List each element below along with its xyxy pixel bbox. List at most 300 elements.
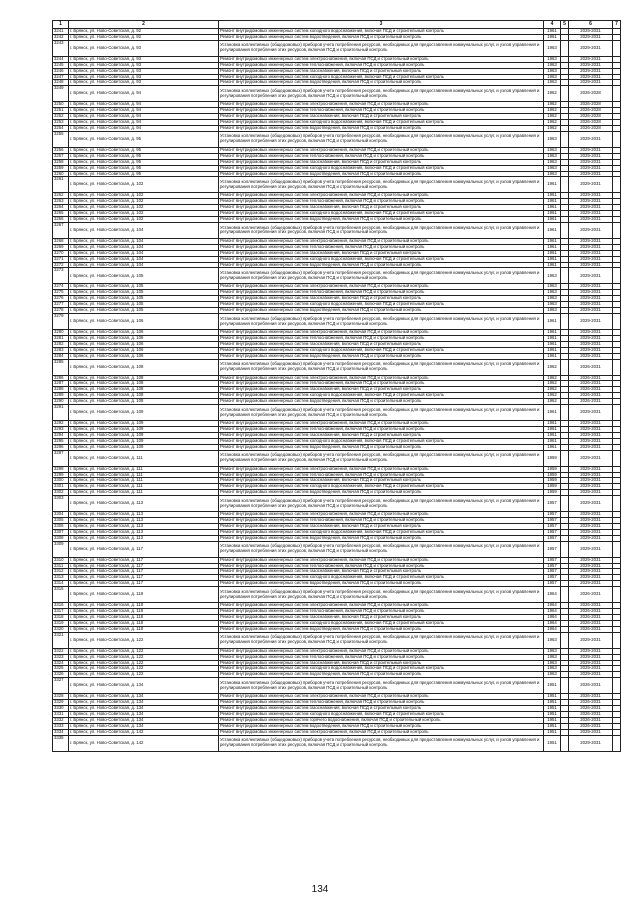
build-year-cell: 1951 <box>544 700 561 706</box>
row-number-cell: 3316 <box>53 603 69 609</box>
empty-cell <box>561 587 569 603</box>
row-number-cell: 3330 <box>53 706 69 712</box>
period-cell: 2029-2031 <box>569 62 613 68</box>
address-cell: г. Брянск, ул. Ново-Советская, д. 108 <box>69 399 219 405</box>
build-year-cell: 1957 <box>544 523 561 529</box>
row-number-cell: 3258 <box>53 159 69 165</box>
build-year-cell: 1963 <box>544 296 561 302</box>
work-type-cell: Ремонт внутридомовых инженерных систем водоотведения, включая ПСД и строительный контроль <box>219 535 544 541</box>
period-cell: 2026-2031 <box>569 620 613 626</box>
column-header: 4 <box>544 21 561 29</box>
work-type-cell: Ремонт внутридомовых инженерных систем холодного водоснабжения, включая ПСД и строительный контроль <box>219 393 544 399</box>
work-type-cell: Ремонт внутридомовых инженерных систем электроснабжения, включая ПСД и строительный контроль <box>219 102 544 108</box>
period-cell: 2029-2031 <box>569 666 613 672</box>
work-type-cell: Ремонт внутридомовых инженерных систем водоотведения, включая ПСД и строительный контроль <box>219 490 544 496</box>
address-cell: г. Брянск, ул. Ново-Советская, д. 111 <box>69 484 219 490</box>
period-cell: 2029-2031 <box>569 131 613 147</box>
address-cell: г. Брянск, ул. Ново-Советская, д. 93 <box>69 56 219 62</box>
row-number-cell: 3252 <box>53 114 69 120</box>
row-number-cell: 3290 <box>53 399 69 405</box>
period-cell: 2029-2031 <box>569 56 613 62</box>
period-cell: 2029-2031 <box>569 432 613 438</box>
work-type-cell: Установка коллективных (общедомовых) приборов учета потребления ресурсов, необходимых для предоставления коммунальных услуг, и узлов управления и регулирования потребления этих ресурсов, включая ПСД и строительный контроль <box>219 678 544 694</box>
address-cell: г. Брянск, ул. Ново-Советская, д. 93 <box>69 62 219 68</box>
period-cell: 2029-2031 <box>569 171 613 177</box>
build-year-cell: 1962 <box>544 125 561 131</box>
row-number-cell: 3241 <box>53 29 69 35</box>
build-year-cell: 1961 <box>544 426 561 432</box>
period-cell: 2029-2031 <box>569 353 613 359</box>
build-year-cell: 1962 <box>544 86 561 102</box>
work-type-cell: Ремонт внутридомовых инженерных систем холодного водоснабжения, включая ПСД и строительный контроль <box>219 620 544 626</box>
work-type-cell: Ремонт внутридомовых инженерных систем электроснабжения, включая ПСД и строительный контроль <box>219 648 544 654</box>
work-type-cell: Ремонт внутридомовых инженерных систем электроснабжения, включая ПСД и строительный контроль <box>219 330 544 336</box>
row-number-cell: 3248 <box>53 80 69 86</box>
period-cell: 2029-2031 <box>569 211 613 217</box>
build-year-cell: 1963 <box>544 648 561 654</box>
table-row <box>53 678 621 694</box>
period-cell: 2029-2031 <box>569 405 613 421</box>
row-number-cell: 3328 <box>53 694 69 700</box>
work-type-cell: Установка коллективных (общедомовых) приборов учета потребления ресурсов, необходимых для предоставления коммунальных услуг, и узлов управления и регулирования потребления этих ресурсов, включая ПСД и строительный контроль <box>219 314 544 330</box>
work-type-cell: Ремонт внутридомовых инженерных систем электроснабжения, включая ПСД и строительный контроль <box>219 284 544 290</box>
work-type-cell: Ремонт внутридомовых инженерных систем электроснабжения, включая ПСД и строительный контроль <box>219 147 544 153</box>
work-type-cell: Ремонт внутридомовых инженерных систем водоотведения, включая ПСД и строительный контроль <box>219 626 544 632</box>
build-year-cell: 1961 <box>544 238 561 244</box>
empty-cell <box>561 314 569 330</box>
work-type-cell: Ремонт внутридомовых инженерных систем холодного водоснабжения, включая ПСД и строительный контроль <box>219 211 544 217</box>
address-cell: г. Брянск, ул. Ново-Советская, д. 106 <box>69 330 219 336</box>
work-type-cell: Ремонт внутридомовых инженерных систем водоотведения, включая ПСД и строительный контроль <box>219 399 544 405</box>
row-number-cell: 3313 <box>53 575 69 581</box>
column-header: 1 <box>53 21 69 29</box>
row-number-cell: 3254 <box>53 125 69 131</box>
build-year-cell: 1963 <box>544 40 561 56</box>
period-cell: 2029-2031 <box>569 450 613 466</box>
period-cell: 2026-2031 <box>569 700 613 706</box>
build-year-cell: 1963 <box>544 62 561 68</box>
build-year-cell: 1961 <box>544 222 561 238</box>
work-type-cell: Ремонт внутридомовых инженерных систем теплоснабжения, включая ПСД и строительный контроль <box>219 62 544 68</box>
row-number-cell: 3333 <box>53 723 69 729</box>
row-number-cell: 3259 <box>53 165 69 171</box>
address-cell: г. Брянск, ул. Ново-Советская, д. 93 <box>69 74 219 80</box>
address-cell: г. Брянск, ул. Ново-Советская, д. 122 <box>69 648 219 654</box>
address-cell: г. Брянск, ул. Ново-Советская, д. 117 <box>69 569 219 575</box>
work-type-cell: Ремонт внутридомовых инженерных систем теплоснабжения, включая ПСД и строительный контроль <box>219 244 544 250</box>
row-number-cell: 3266 <box>53 217 69 223</box>
period-cell: 2029-2031 <box>569 74 613 80</box>
address-cell: г. Брянск, ул. Ново-Советская, д. 118 <box>69 587 219 603</box>
build-year-cell: 1957 <box>544 512 561 518</box>
work-type-cell: Установка коллективных (общедомовых) приборов учета потребления ресурсов, необходимых для предоставления коммунальных услуг, и узлов управления и регулирования потребления этих ресурсов, включая ПСД и строительный контроль <box>219 735 544 751</box>
capital-repair-table <box>52 20 621 752</box>
work-type-cell: Ремонт внутридомовых инженерных систем теплоснабжения, включая ПСД и строительный контроль <box>219 700 544 706</box>
build-year-cell: 1964 <box>544 620 561 626</box>
work-type-cell: Установка коллективных (общедомовых) приборов учета потребления ресурсов, необходимых для предоставления коммунальных услуг, и узлов управления и регулирования потребления этих ресурсов, включая ПСД и строительный контроль <box>219 405 544 421</box>
build-year-cell: 1961 <box>544 205 561 211</box>
address-cell: г. Брянск, ул. Ново-Советская, д. 109 <box>69 432 219 438</box>
column-header: 6 <box>569 21 613 29</box>
build-year-cell: 1961 <box>544 405 561 421</box>
address-cell: г. Брянск, ул. Ново-Советская, д. 118 <box>69 603 219 609</box>
row-number-cell: 3307 <box>53 529 69 535</box>
empty-cell <box>561 268 569 284</box>
period-cell: 2026-2028 <box>569 120 613 126</box>
work-type-cell: Ремонт внутридомовых инженерных систем водоотведения, включая ПСД и строительный контроль <box>219 353 544 359</box>
period-cell: 2026-2031 <box>569 615 613 621</box>
row-number-cell: 3309 <box>53 541 69 557</box>
empty-cell <box>561 222 569 238</box>
empty-cell <box>613 735 621 751</box>
period-cell: 2029-2031 <box>569 177 613 193</box>
period-cell: 2029-2031 <box>569 205 613 211</box>
row-number-cell: 3276 <box>53 296 69 302</box>
period-cell: 2026-2031 <box>569 387 613 393</box>
address-cell: г. Брянск, ул. Ново-Советская, д. 118 <box>69 609 219 615</box>
address-cell: г. Брянск, ул. Ново-Советская, д. 92 <box>69 34 219 40</box>
period-cell: 2029-2031 <box>569 512 613 518</box>
build-year-cell: 1961 <box>544 347 561 353</box>
table-row <box>53 735 621 751</box>
work-type-cell: Установка коллективных (общедомовых) приборов учета потребления ресурсов, необходимых для предоставления коммунальных услуг, и узлов управления и регулирования потребления этих ресурсов, включая ПСД и строительный контроль <box>219 541 544 557</box>
row-number-cell: 3280 <box>53 330 69 336</box>
work-type-cell: Ремонт внутридомовых инженерных систем теплоснабжения, включая ПСД и строительный контроль <box>219 199 544 205</box>
address-cell: г. Брянск, ул. Ново-Советская, д. 93 <box>69 80 219 86</box>
empty-cell <box>561 405 569 421</box>
build-year-cell: 1963 <box>544 147 561 153</box>
build-year-cell: 1959 <box>544 478 561 484</box>
address-cell: г. Брянск, ул. Ново-Советская, д. 105 <box>69 302 219 308</box>
period-cell: 2029-2031 <box>569 660 613 666</box>
address-cell: г. Брянск, ул. Ново-Советская, д. 111 <box>69 490 219 496</box>
work-type-cell: Установка коллективных (общедомовых) приборов учета потребления ресурсов, необходимых для предоставления коммунальных услуг, и узлов управления и регулирования потребления этих ресурсов, включая ПСД и строительный контроль <box>219 222 544 238</box>
work-type-cell: Ремонт внутридомовых инженерных систем теплоснабжения, включая ПСД и строительный контроль <box>219 153 544 159</box>
address-cell: г. Брянск, ул. Ново-Советская, д. 102 <box>69 177 219 193</box>
address-cell: г. Брянск, ул. Ново-Советская, д. 117 <box>69 557 219 563</box>
row-number-cell: 3301 <box>53 484 69 490</box>
address-cell: г. Брянск, ул. Ново-Советская, д. 122 <box>69 632 219 648</box>
period-cell: 2029-2031 <box>569 314 613 330</box>
row-number-cell: 3319 <box>53 620 69 626</box>
address-cell: г. Брянск, ул. Ново-Советская, д. 92 <box>69 29 219 35</box>
build-year-cell: 1963 <box>544 666 561 672</box>
work-type-cell: Ремонт внутридомовых инженерных систем холодного водоснабжения, включая ПСД и строительный контроль <box>219 711 544 717</box>
work-type-cell: Установка коллективных (общедомовых) приборов учета потребления ресурсов, необходимых для предоставления коммунальных услуг, и узлов управления и регулирования потребления этих ресурсов, включая ПСД и строительный контроль <box>219 632 544 648</box>
work-type-cell: Установка коллективных (общедомовых) приборов учета потребления ресурсов, необходимых для предоставления коммунальных услуг, и узлов управления и регулирования потребления этих ресурсов, включая ПСД и строительный контроль <box>219 131 544 147</box>
period-cell: 2029-2031 <box>569 472 613 478</box>
work-type-cell: Ремонт внутридомовых инженерных систем газоснабжения, включая ПСД и строительный контроль <box>219 660 544 666</box>
build-year-cell: 1957 <box>544 496 561 512</box>
row-number-cell: 3250 <box>53 102 69 108</box>
row-number-cell: 3249 <box>53 86 69 102</box>
work-type-cell: Ремонт внутридомовых инженерных систем холодного водоснабжения, включая ПСД и строительный контроль <box>219 165 544 171</box>
row-number-cell: 3332 <box>53 717 69 723</box>
row-number-cell: 3245 <box>53 62 69 68</box>
row-number-cell: 3297 <box>53 450 69 466</box>
row-number-cell: 3264 <box>53 205 69 211</box>
work-type-cell: Ремонт внутридомовых инженерных систем водоотведения, включая ПСД и строительный контроль <box>219 672 544 678</box>
build-year-cell: 1963 <box>544 672 561 678</box>
build-year-cell: 1951 <box>544 678 561 694</box>
work-type-cell: Ремонт внутридомовых инженерных систем водоотведения, включая ПСД и строительный контроль <box>219 171 544 177</box>
address-cell: г. Брянск, ул. Ново-Советская, д. 94 <box>69 125 219 131</box>
address-cell: г. Брянск, ул. Ново-Советская, д. 122 <box>69 672 219 678</box>
work-type-cell: Ремонт внутридомовых инженерных систем электроснабжения, включая ПСД и строительный контроль <box>219 56 544 62</box>
row-number-cell: 3331 <box>53 711 69 717</box>
period-cell: 2026-2028 <box>569 86 613 102</box>
address-cell: г. Брянск, ул. Ново-Советская, д. 134 <box>69 706 219 712</box>
address-cell: г. Брянск, ул. Ново-Советская, д. 113 <box>69 512 219 518</box>
period-cell: 2029-2031 <box>569 29 613 35</box>
table-row <box>53 268 621 284</box>
address-cell: г. Брянск, ул. Ново-Советская, д. 134 <box>69 700 219 706</box>
work-type-cell: Ремонт внутридомовых инженерных систем электроснабжения, включая ПСД и строительный контроль <box>219 466 544 472</box>
address-cell: г. Брянск, ул. Ново-Советская, д. 93 <box>69 40 219 56</box>
row-number-cell: 3302 <box>53 490 69 496</box>
work-type-cell: Ремонт внутридомовых инженерных систем холодного водоснабжения, включая ПСД и строительный контроль <box>219 529 544 535</box>
period-cell: 2029-2031 <box>569 308 613 314</box>
work-type-cell: Ремонт внутридомовых инженерных систем водоотведения, включая ПСД и строительный контроль <box>219 34 544 40</box>
empty-cell <box>613 496 621 512</box>
build-year-cell: 1961 <box>544 211 561 217</box>
address-cell: г. Брянск, ул. Ново-Советская, д. 104 <box>69 238 219 244</box>
row-number-cell: 3255 <box>53 131 69 147</box>
table-row <box>53 450 621 466</box>
work-type-cell: Ремонт внутридомовых инженерных систем водоотведения, включая ПСД и строительный контроль <box>219 217 544 223</box>
build-year-cell: 1959 <box>544 490 561 496</box>
build-year-cell: 1963 <box>544 165 561 171</box>
work-type-cell: Ремонт внутридомовых инженерных систем электроснабжения, включая ПСД и строительный контроль <box>219 694 544 700</box>
row-number-cell: 3321 <box>53 632 69 648</box>
build-year-cell: 1963 <box>544 302 561 308</box>
address-cell: г. Брянск, ул. Ново-Советская, д. 94 <box>69 114 219 120</box>
address-cell: г. Брянск, ул. Ново-Советская, д. 111 <box>69 466 219 472</box>
build-year-cell: 1961 <box>544 421 561 427</box>
row-number-cell: 3274 <box>53 284 69 290</box>
build-year-cell: 1961 <box>544 314 561 330</box>
row-number-cell: 3242 <box>53 34 69 40</box>
period-cell: 2026-2028 <box>569 108 613 114</box>
period-cell: 2029-2031 <box>569 193 613 199</box>
build-year-cell: 1962 <box>544 387 561 393</box>
empty-cell <box>613 177 621 193</box>
row-number-cell: 3317 <box>53 609 69 615</box>
build-year-cell: 1961 <box>544 330 561 336</box>
work-type-cell: Ремонт внутридомовых инженерных систем электроснабжения, включая ПСД и строительный контроль <box>219 421 544 427</box>
build-year-cell: 1963 <box>544 308 561 314</box>
table-row <box>53 131 621 147</box>
row-number-cell: 3279 <box>53 314 69 330</box>
work-type-cell: Ремонт внутридомовых инженерных систем газоснабжения, включая ПСД и строительный контроль <box>219 205 544 211</box>
register-sheet <box>52 20 621 752</box>
period-cell: 2029-2031 <box>569 302 613 308</box>
row-number-cell: 3262 <box>53 193 69 199</box>
build-year-cell: 1964 <box>544 615 561 621</box>
period-cell: 2029-2031 <box>569 262 613 268</box>
build-year-cell: 1961 <box>544 341 561 347</box>
build-year-cell: 1957 <box>544 569 561 575</box>
address-cell: г. Брянск, ул. Ново-Советская, д. 113 <box>69 518 219 524</box>
work-type-cell: Ремонт внутридомовых инженерных систем холодного водоснабжения, включая ПСД и строительный контроль <box>219 575 544 581</box>
row-number-cell: 3305 <box>53 518 69 524</box>
address-cell: г. Брянск, ул. Ново-Советская, д. 104 <box>69 244 219 250</box>
build-year-cell: 1957 <box>544 563 561 569</box>
column-header: 5 <box>561 21 569 29</box>
work-type-cell: Ремонт внутридомовых инженерных систем холодного водоснабжения, включая ПСД и строительный контроль <box>219 29 544 35</box>
period-cell: 2029-2031 <box>569 484 613 490</box>
row-number-cell: 3265 <box>53 211 69 217</box>
build-year-cell: 1963 <box>544 131 561 147</box>
address-cell: г. Брянск, ул. Ново-Советская, д. 94 <box>69 120 219 126</box>
build-year-cell: 1951 <box>544 729 561 735</box>
work-type-cell: Ремонт внутридомовых инженерных систем электроснабжения, включая ПСД и строительный контроль <box>219 557 544 563</box>
work-type-cell: Ремонт внутридомовых инженерных систем теплоснабжения, включая ПСД и строительный контроль <box>219 563 544 569</box>
table-row <box>53 86 621 102</box>
address-cell: г. Брянск, ул. Ново-Советская, д. 108 <box>69 387 219 393</box>
row-number-cell: 3322 <box>53 648 69 654</box>
row-number-cell: 3243 <box>53 40 69 56</box>
build-year-cell: 1961 <box>544 262 561 268</box>
period-cell: 2029-2031 <box>569 256 613 262</box>
row-number-cell: 3247 <box>53 74 69 80</box>
table-row <box>53 222 621 238</box>
row-number-cell: 3275 <box>53 290 69 296</box>
row-number-cell: 3277 <box>53 302 69 308</box>
work-type-cell: Ремонт внутридомовых инженерных систем водоотведения, включая ПСД и строительный контроль <box>219 308 544 314</box>
row-number-cell: 3270 <box>53 250 69 256</box>
build-year-cell: 1959 <box>544 484 561 490</box>
period-cell: 2029-2031 <box>569 335 613 341</box>
work-type-cell: Ремонт внутридомовых инженерных систем электроснабжения, включая ПСД и строительный контроль <box>219 375 544 381</box>
address-cell: г. Брянск, ул. Ново-Советская, д. 113 <box>69 496 219 512</box>
row-number-cell: 3282 <box>53 341 69 347</box>
empty-cell <box>613 405 621 421</box>
build-year-cell: 1961 <box>544 177 561 193</box>
address-cell: г. Брянск, ул. Ново-Советская, д. 102 <box>69 217 219 223</box>
address-cell: г. Брянск, ул. Ново-Советская, д. 118 <box>69 620 219 626</box>
work-type-cell: Ремонт внутридомовых инженерных систем газоснабжения, включая ПСД и строительный контроль <box>219 432 544 438</box>
period-cell: 2029-2031 <box>569 199 613 205</box>
build-year-cell: 1963 <box>544 68 561 74</box>
build-year-cell: 1962 <box>544 102 561 108</box>
period-cell: 2029-2031 <box>569 238 613 244</box>
build-year-cell: 1961 <box>544 256 561 262</box>
empty-cell <box>613 587 621 603</box>
period-cell: 2029-2031 <box>569 529 613 535</box>
row-number-cell: 3325 <box>53 666 69 672</box>
empty-cell <box>613 268 621 284</box>
work-type-cell: Ремонт внутридомовых инженерных систем теплоснабжения, включая ПСД и строительный контроль <box>219 609 544 615</box>
period-cell: 2026-2031 <box>569 375 613 381</box>
row-number-cell: 3308 <box>53 535 69 541</box>
period-cell: 2026-2031 <box>569 626 613 632</box>
period-cell: 2029-2031 <box>569 421 613 427</box>
address-cell: г. Брянск, ул. Ново-Советская, д. 106 <box>69 335 219 341</box>
address-cell: г. Брянск, ул. Ново-Советская, д. 134 <box>69 717 219 723</box>
build-year-cell: 1963 <box>544 74 561 80</box>
row-number-cell: 3299 <box>53 472 69 478</box>
table-row <box>53 40 621 56</box>
build-year-cell: 1962 <box>544 108 561 114</box>
row-number-cell: 3268 <box>53 238 69 244</box>
address-cell: г. Брянск, ул. Ново-Советская, д. 95 <box>69 147 219 153</box>
row-number-cell: 3273 <box>53 268 69 284</box>
period-cell: 2029-2031 <box>569 535 613 541</box>
empty-cell <box>561 86 569 102</box>
period-cell: 2026-2031 <box>569 393 613 399</box>
period-cell: 2026-2031 <box>569 717 613 723</box>
address-cell: г. Брянск, ул. Ново-Советская, д. 108 <box>69 381 219 387</box>
work-type-cell: Ремонт внутридомовых инженерных систем водоотведения, включая ПСД и строительный контроль <box>219 723 544 729</box>
build-year-cell: 1959 <box>544 472 561 478</box>
work-type-cell: Ремонт внутридомовых инженерных систем холодного водоснабжения, включая ПСД и строительный контроль <box>219 484 544 490</box>
work-type-cell: Ремонт внутридомовых инженерных систем теплоснабжения, включая ПСД и строительный контроль <box>219 518 544 524</box>
empty-cell <box>613 450 621 466</box>
work-type-cell: Ремонт внутридомовых инженерных систем газоснабжения, включая ПСД и строительный контроль <box>219 250 544 256</box>
build-year-cell: 1951 <box>544 706 561 712</box>
period-cell: 2026-2031 <box>569 678 613 694</box>
row-number-cell: 3287 <box>53 381 69 387</box>
row-number-cell: 3311 <box>53 563 69 569</box>
period-cell: 2026-2031 <box>569 587 613 603</box>
build-year-cell: 1961 <box>544 335 561 341</box>
row-number-cell: 3285 <box>53 359 69 375</box>
build-year-cell: 1951 <box>544 711 561 717</box>
period-cell: 2026-2031 <box>569 399 613 405</box>
address-cell: г. Брянск, ул. Ново-Советская, д. 108 <box>69 359 219 375</box>
period-cell: 2029-2031 <box>569 518 613 524</box>
work-type-cell: Ремонт внутридомовых инженерных систем газоснабжения, включая ПСД и строительный контроль <box>219 68 544 74</box>
row-number-cell: 3295 <box>53 438 69 444</box>
address-cell: г. Брянск, ул. Ново-Советская, д. 95 <box>69 171 219 177</box>
work-type-cell: Ремонт внутридомовых инженерных систем теплоснабжения, включая ПСД и строительный контроль <box>219 335 544 341</box>
period-cell: 2029-2031 <box>569 496 613 512</box>
period-cell: 2029-2031 <box>569 147 613 153</box>
work-type-cell: Ремонт внутридомовых инженерных систем водоотведения, включая ПСД и строительный контроль <box>219 125 544 131</box>
work-type-cell: Ремонт внутридомовых инженерных систем холодного водоснабжения, включая ПСД и строительный контроль <box>219 74 544 80</box>
work-type-cell: Ремонт внутридомовых инженерных систем водоотведения, включая ПСД и строительный контроль <box>219 581 544 587</box>
build-year-cell: 1961 <box>544 438 561 444</box>
build-year-cell: 1951 <box>544 723 561 729</box>
work-type-cell: Ремонт внутридомовых инженерных систем газоснабжения, включая ПСД и строительный контроль <box>219 569 544 575</box>
work-type-cell: Ремонт внутридомовых инженерных систем водоотведения, включая ПСД и строительный контроль <box>219 80 544 86</box>
address-cell: г. Брянск, ул. Ново-Советская, д. 134 <box>69 694 219 700</box>
build-year-cell: 1961 <box>544 29 561 35</box>
row-number-cell: 3327 <box>53 678 69 694</box>
address-cell: г. Брянск, ул. Ново-Советская, д. 95 <box>69 159 219 165</box>
period-cell: 2029-2031 <box>569 159 613 165</box>
period-cell: 2026-2031 <box>569 711 613 717</box>
row-number-cell: 3310 <box>53 557 69 563</box>
period-cell: 2026-2031 <box>569 694 613 700</box>
period-cell: 2029-2031 <box>569 296 613 302</box>
build-year-cell: 1963 <box>544 159 561 165</box>
address-cell: г. Брянск, ул. Ново-Советская, д. 106 <box>69 347 219 353</box>
work-type-cell: Ремонт внутридомовых инженерных систем холодного водоснабжения, включая ПСД и строительный контроль <box>219 347 544 353</box>
address-cell: г. Брянск, ул. Ново-Советская, д. 109 <box>69 438 219 444</box>
work-type-cell: Ремонт внутридомовых инженерных систем электроснабжения, включая ПСД и строительный контроль <box>219 603 544 609</box>
work-type-cell: Ремонт внутридомовых инженерных систем теплоснабжения, включая ПСД и строительный контроль <box>219 290 544 296</box>
empty-cell <box>613 359 621 375</box>
build-year-cell: 1951 <box>544 694 561 700</box>
build-year-cell: 1963 <box>544 268 561 284</box>
address-cell: г. Брянск, ул. Ново-Советская, д. 134 <box>69 678 219 694</box>
build-year-cell: 1961 <box>544 34 561 40</box>
period-cell: 2026-2031 <box>569 706 613 712</box>
period-cell: 2026-2028 <box>569 102 613 108</box>
build-year-cell: 1963 <box>544 171 561 177</box>
